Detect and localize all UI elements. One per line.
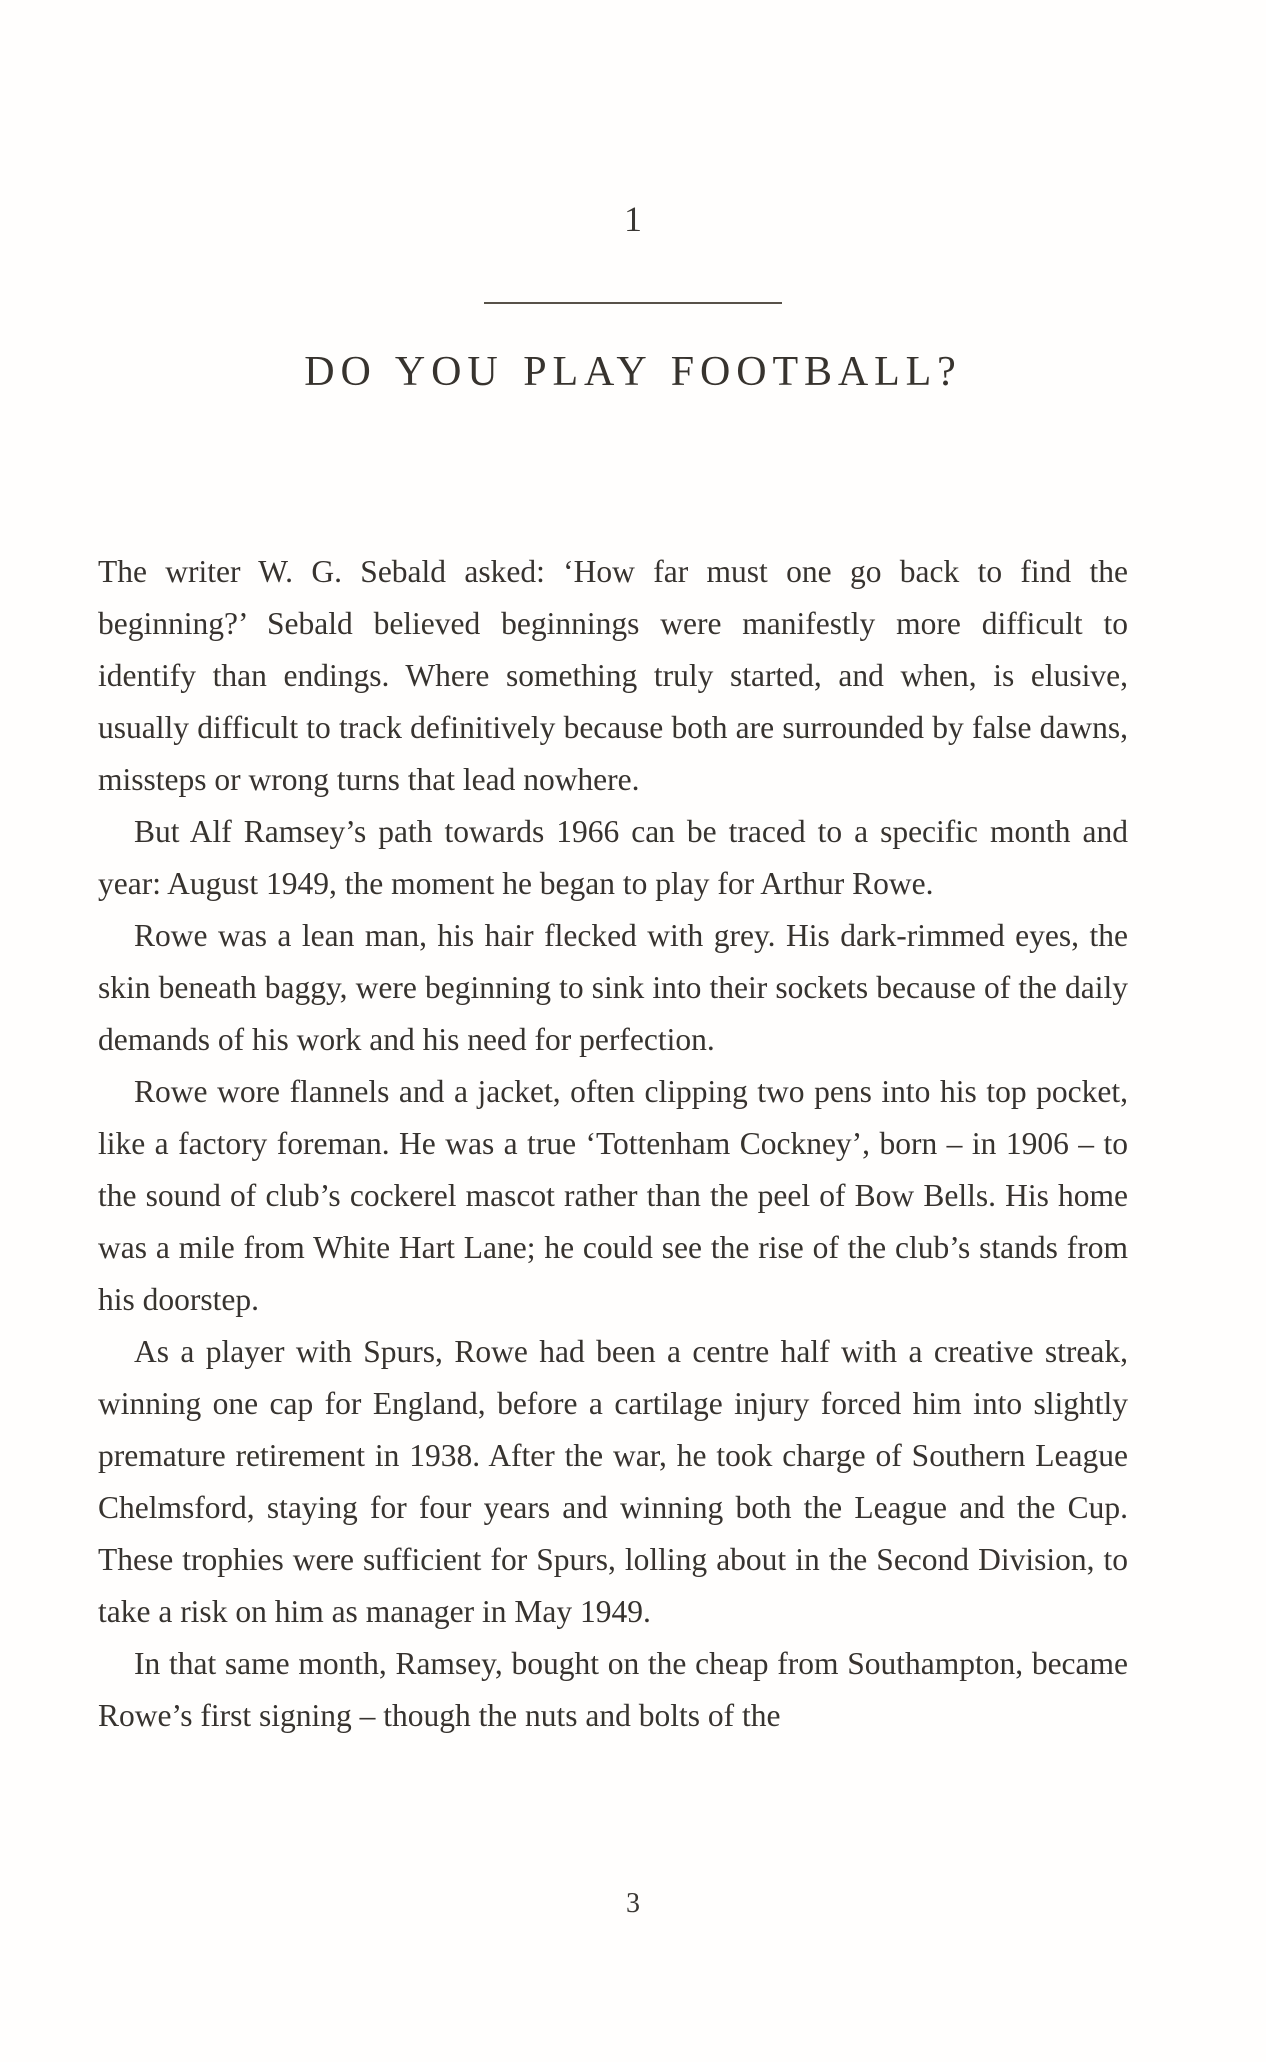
chapter-title: DO YOU PLAY FOOTBALL? — [304, 349, 962, 395]
paragraph: Rowe wore flannels and a jacket, often clipping two pens into his top pocket, like a factory foreman. He was a true ‘Tottenham Cockney’, born – in 1906 – to the sound of club’s cockerel mascot rather than the peel of Bow Bells. His home was a mile from White Hart Lane; he could see the rise of the club’s stands from his doorstep. — [98, 1074, 1128, 1317]
paragraph: But Alf Ramsey’s path towards 1966 can be traced to a specific month and year: August 1949, the moment he began to play for Arthur Rowe. — [98, 814, 1128, 901]
paragraph: In that same month, Ramsey, bought on the cheap from Southampton, became Rowe’s first signing – though the nuts and bolts of the — [98, 1646, 1128, 1733]
chapter-number: 1 — [624, 199, 642, 239]
page-number: 3 — [626, 1888, 640, 1919]
paragraph: The writer W. G. Sebald asked: ‘How far must one go back to find the beginning?’ Sebald believed beginnings were manifestly more difficult to identify than endings. Where something truly started, and when, is elusive, usually difficult to track definitively because both are surrounded by false dawns, missteps or wrong turns that lead nowhere. — [98, 554, 1128, 797]
chapter-divider-rule — [484, 302, 782, 304]
body-text — [98, 546, 1128, 1742]
paragraph: Rowe was a lean man, his hair flecked with grey. His dark-rimmed eyes, the skin beneath baggy, were beginning to sink into their sockets because of the daily demands of his work and his need for perfection. — [98, 918, 1128, 1057]
paragraph: As a player with Spurs, Rowe had been a centre half with a creative streak, winning one cap for England, before a cartilage injury forced him into slightly premature retirement in 1938. After the war, he took charge of Southern League Chelmsford, staying for four years and winning both the League and the Cup. These trophies were sufficient for Spurs, lolling about in the Second Division, to take a risk on him as manager in May 1949. — [98, 1334, 1128, 1629]
